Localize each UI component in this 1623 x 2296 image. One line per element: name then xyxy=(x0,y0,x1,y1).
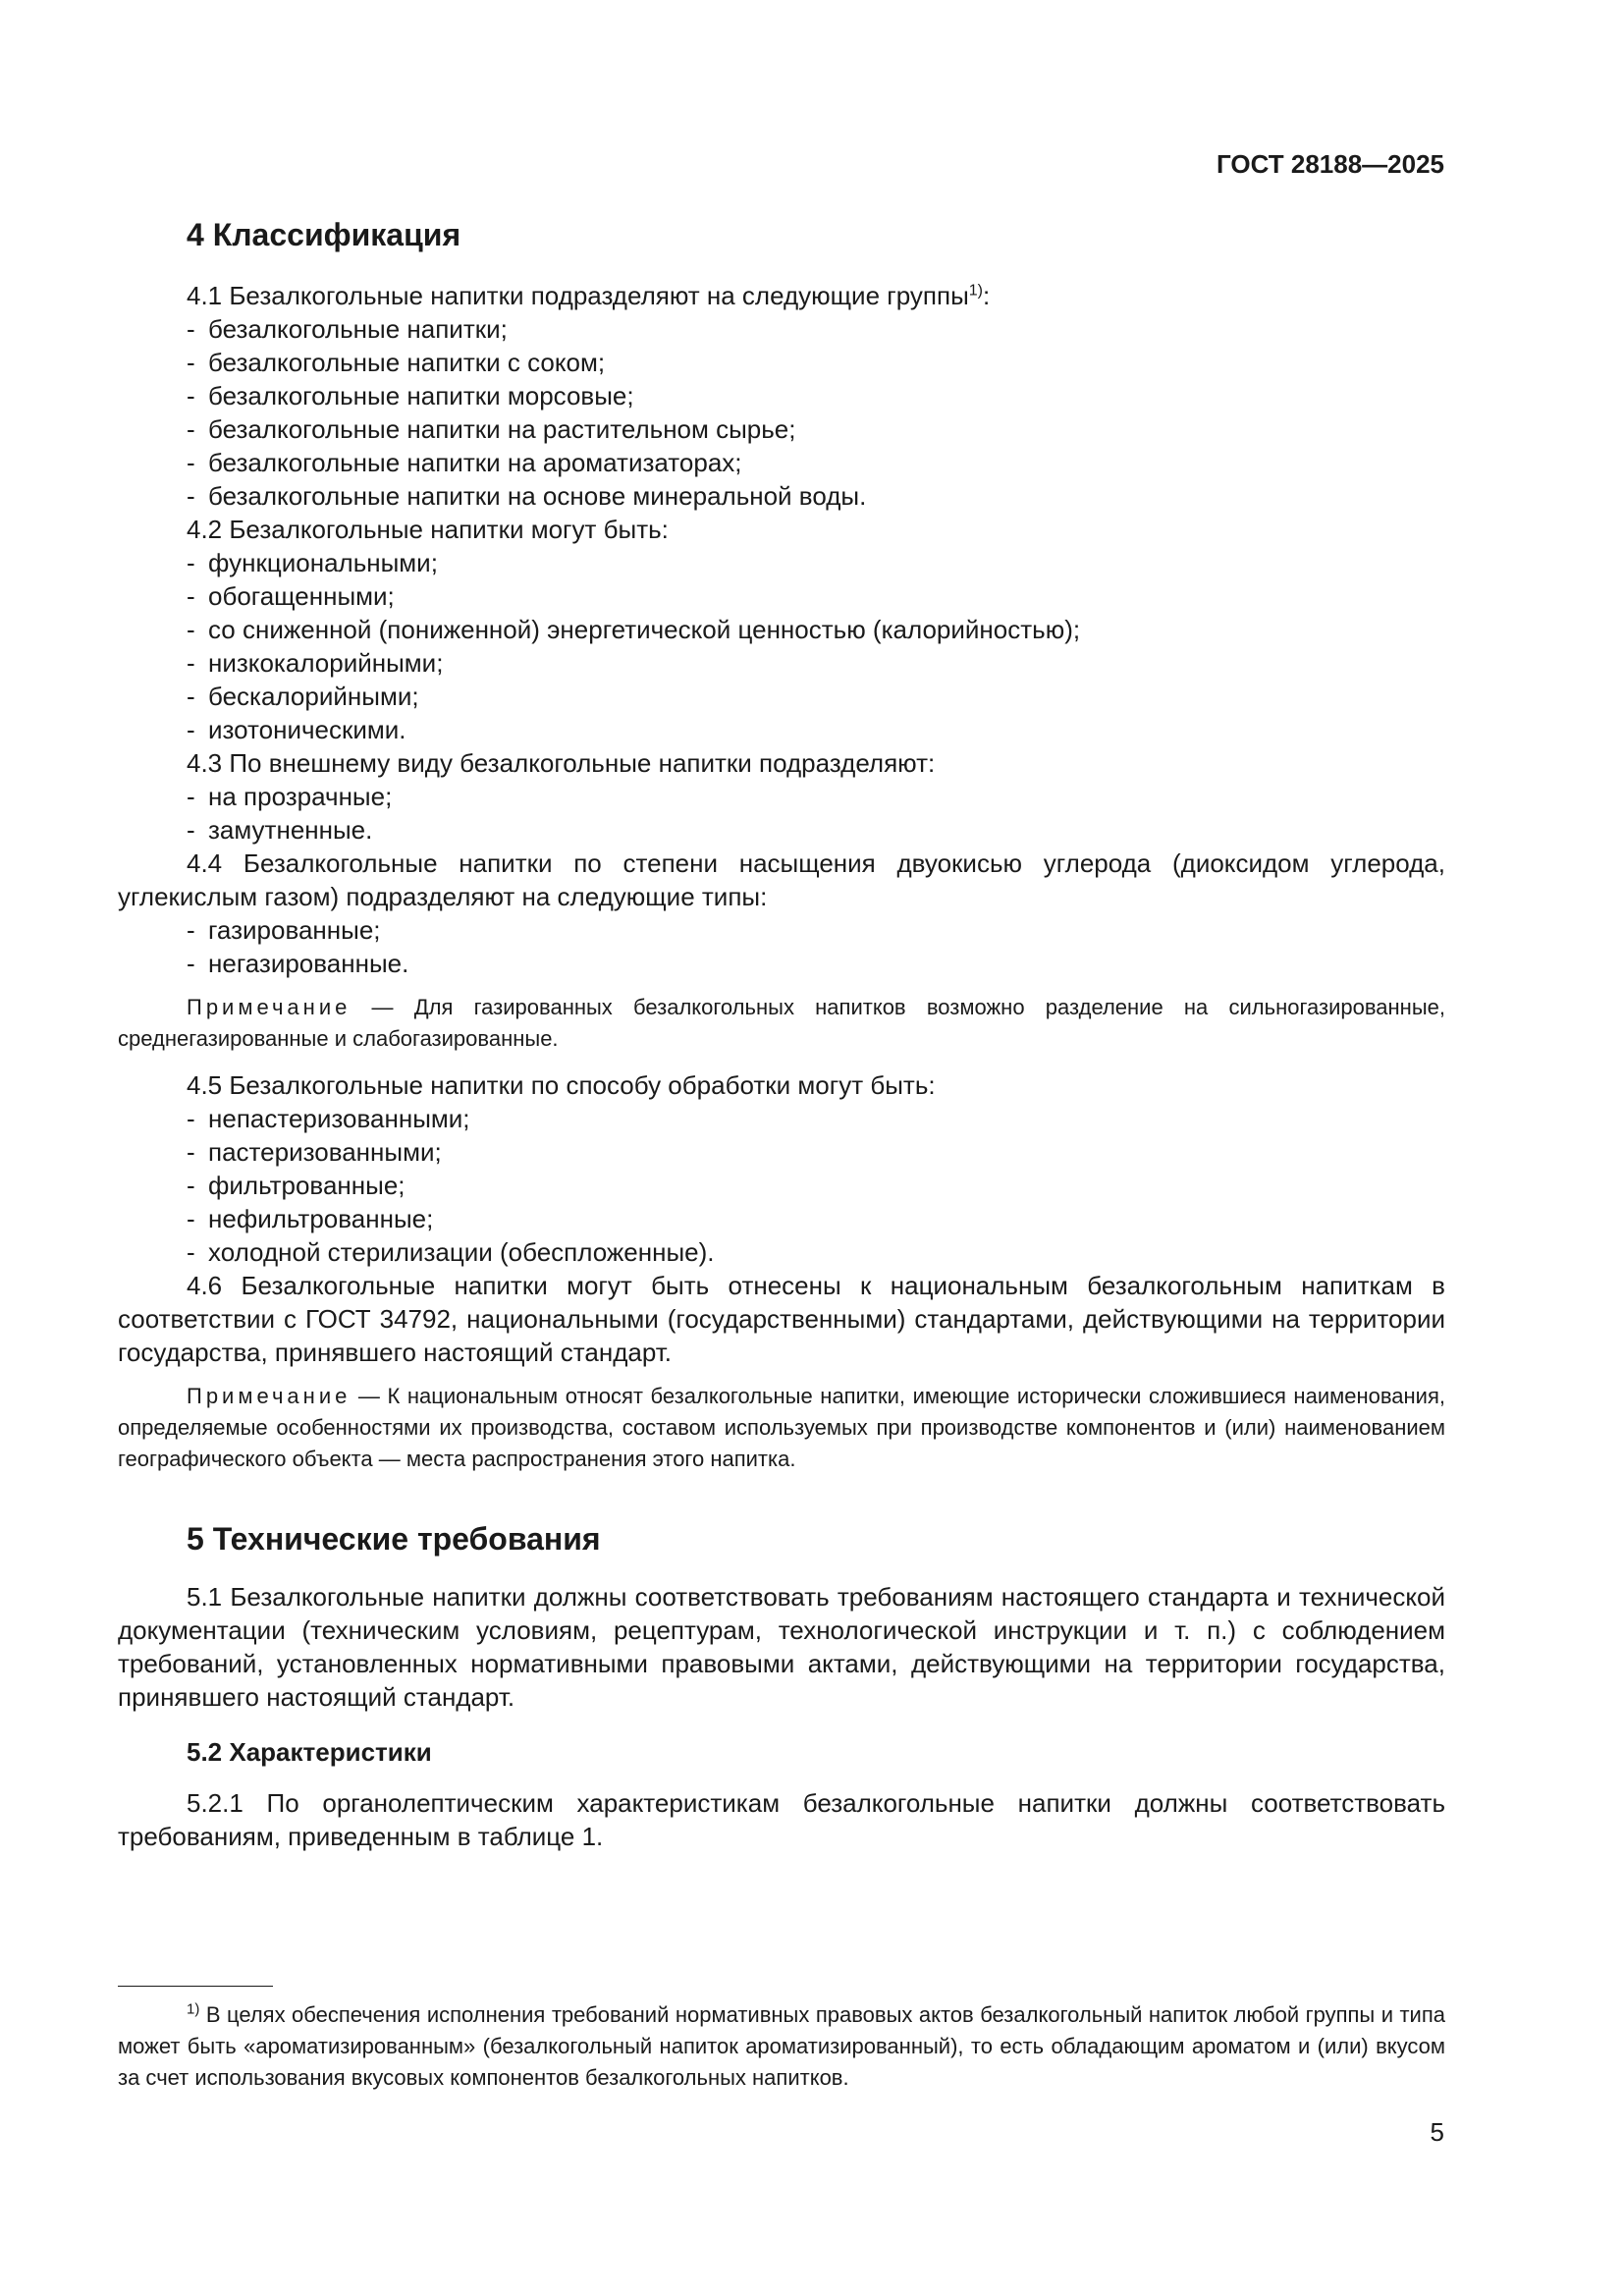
list-item: - изотоническими. xyxy=(187,715,406,745)
list-item: - замутненные. xyxy=(187,815,373,846)
list-item: - фильтрованные; xyxy=(187,1171,406,1201)
list-4-2 xyxy=(187,546,1445,746)
list-item: - нефильтрованные; xyxy=(187,1204,434,1234)
page-number: 5 xyxy=(1430,2117,1444,2147)
clause-4-6: 4.6 Безалкогольные напитки могут быть отнесены к национальным безалкогольным напиткам в соответствии с ГОСТ 34792, национальными (государственными) стандартами, действующими на территории государства, принявшего настоящий стандарт. xyxy=(118,1271,1445,1368)
page-content xyxy=(118,216,1445,1853)
list-item: - негазированные. xyxy=(187,949,409,979)
list-item: - безалкогольные напитки на растительном сырье; xyxy=(187,414,796,445)
list-4-1 xyxy=(187,312,1445,513)
clause-5-1: 5.1 Безалкогольные напитки должны соответствовать требованиям настоящего стандарта и технической документации (техническим условиям, рецептурам, технологической инструкции и т. п.) с соблюдением требований, установленных нормативными правовыми актами, действующими на территории государства, принявшего настоящий стандарт. xyxy=(118,1581,1445,1712)
list-item: - низкокалорийными; xyxy=(187,648,444,679)
footnote-number: 1) xyxy=(187,2000,200,2018)
list-item: - со сниженной (пониженной) энергетической ценностью (калорийностью); xyxy=(187,615,1081,645)
list-item: - функциональными; xyxy=(187,548,438,578)
note-label: Примечание xyxy=(187,995,352,1020)
footnote-divider xyxy=(118,1986,273,1987)
list-item: - холодной стерилизации (обеспложенные). xyxy=(187,1237,715,1268)
list-item: - обогащенными; xyxy=(187,581,395,612)
note-text: — Для газированных безалкогольных напитков возможно разделение на сильногазированные, среднегазированные и слабогазированные. xyxy=(118,995,1445,1052)
list-item: - пастеризованными; xyxy=(187,1137,442,1168)
subsection-5-2-title: 5.2 Характеристики xyxy=(187,1736,432,1767)
note-4-4 xyxy=(118,992,1445,1055)
list-item: - безалкогольные напитки морсовые; xyxy=(187,381,634,411)
footnote xyxy=(118,1999,1445,2094)
list-4-3 xyxy=(187,780,1445,847)
list-item: - безалкогольные напитки; xyxy=(187,314,508,345)
footnote-ref: 1) xyxy=(968,282,983,300)
note-text: — К национальным относят безалкогольные напитки, имеющие исторически сложившиеся наименования, определяемые особенностями их производства, составом используемых при производстве компонентов и (или) наименованием географического объекта — места распространения этого напитка. xyxy=(118,1384,1445,1472)
list-4-4 xyxy=(187,913,1445,980)
list-item: - безалкогольные напитки на ароматизаторах; xyxy=(187,448,742,478)
clause-4-2: 4.2 Безалкогольные напитки могут быть: xyxy=(187,515,669,545)
clause-4-1 xyxy=(187,279,1445,312)
list-item: - безалкогольные напитки с соком; xyxy=(187,348,606,378)
clause-4-1-tail: : xyxy=(983,281,991,311)
document-id: ГОСТ 28188—2025 xyxy=(1217,149,1444,179)
clause-4-1-text: 4.1 Безалкогольные напитки подразделяют на следующие группы xyxy=(187,281,969,311)
list-item: - бескалорийными; xyxy=(187,682,419,712)
clause-4-3: 4.3 По внешнему виду безалкогольные напитки подразделяют: xyxy=(187,748,936,779)
section-4-title: 4 Классификация xyxy=(187,217,461,252)
list-item: - на прозрачные; xyxy=(187,782,393,812)
list-item: - газированные; xyxy=(187,915,381,946)
list-item: - непастеризованными; xyxy=(187,1104,470,1134)
clause-4-4: 4.4 Безалкогольные напитки по степени насыщения двуокисью углерода (диоксидом углерода, углекислым газом) подразделяют на следующие типы: xyxy=(118,848,1445,912)
section-5-title: 5 Технические требования xyxy=(187,1521,601,1558)
clause-4-5: 4.5 Безалкогольные напитки по способу обработки могут быть: xyxy=(187,1070,936,1101)
note-4-6 xyxy=(118,1381,1445,1475)
footnote-text: В целях обеспечения исполнения требований нормативных правовых актов безалкогольный напиток любой группы и типа может быть «ароматизированным» (безалкогольный напиток ароматизированный), то есть обладающим ароматом и (или) вкусом за счет использования вкусовых компонентов безалкогольных напитков. xyxy=(118,2002,1445,2090)
list-item: - безалкогольные напитки на основе минеральной воды. xyxy=(187,481,867,512)
note-label: Примечание xyxy=(187,1384,352,1409)
list-4-5 xyxy=(187,1102,1445,1269)
clause-5-2-1: 5.2.1 По органолептическим характеристикам безалкогольные напитки должны соответствовать требованиям, приведенным в таблице 1. xyxy=(118,1787,1445,1851)
